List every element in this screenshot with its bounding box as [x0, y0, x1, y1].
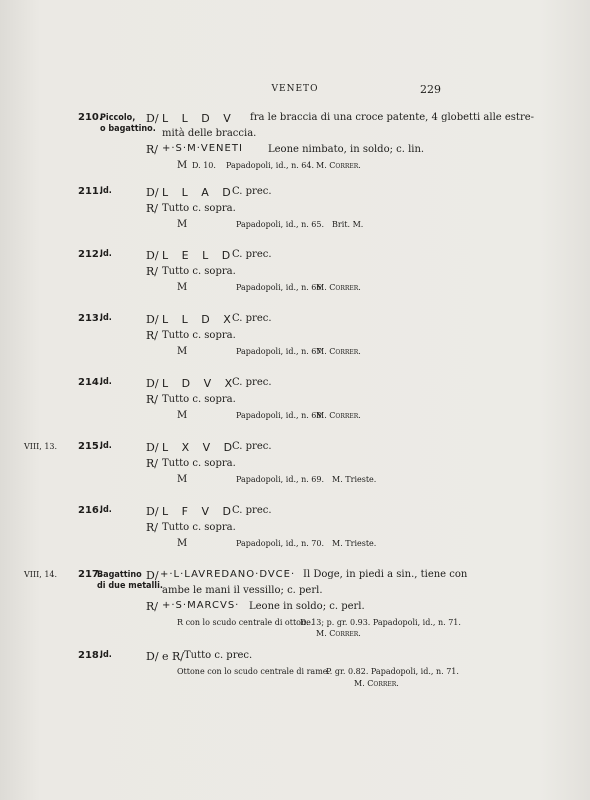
plate-reference: VIII, 13.	[24, 442, 58, 451]
reverse-mark: R/	[146, 393, 158, 406]
denomination: Id.	[100, 313, 112, 323]
obverse-description: C. prec.	[232, 249, 272, 260]
reverse-description: Tutto c. sopra.	[162, 203, 236, 214]
reference: Papadopoli, id., n. 65.	[236, 220, 325, 229]
collection: M. Trieste.	[332, 475, 377, 484]
obverse-description: C. prec.	[232, 441, 272, 452]
obverse-legend: L D V X	[162, 377, 238, 390]
denomination: Bagattino di due metalli.	[97, 570, 163, 591]
reference: P. gr. 0.82. Papadopoli, id., n. 71.	[326, 667, 459, 676]
entry-number: 218.	[78, 650, 103, 661]
obverse-legend: L X V D	[162, 441, 238, 454]
metal: M	[177, 346, 188, 357]
reverse-description: Leone in soldo; c. perl.	[249, 601, 365, 612]
entry-number: 213.	[78, 313, 103, 324]
reverse-mark: R/	[146, 521, 158, 534]
reference: D. 13; p. gr. 0.93. Papadopoli, id., n. 71.	[300, 618, 461, 627]
reverse-legend: +·S·M·VENETI	[162, 143, 243, 154]
metal: M	[177, 160, 188, 171]
denomination: Id.	[100, 441, 112, 451]
reference: Papadopoli, id., n. 66.	[236, 283, 325, 292]
denomination: Id.	[100, 186, 112, 196]
reference: Papadopoli, id., n. 68.	[236, 411, 325, 420]
entry-number: 217.	[78, 569, 103, 580]
obverse-description: C. prec.	[232, 313, 272, 324]
reference: Papadopoli, id., n. 70.	[236, 539, 325, 548]
page-number: 229	[420, 83, 441, 96]
collection: M. Correr.	[316, 629, 361, 638]
running-title: VENETO	[271, 84, 319, 94]
entry-number: 210.	[78, 112, 103, 123]
metal: M	[177, 474, 188, 485]
reverse-description: Tutto c. sopra.	[162, 522, 236, 533]
obverse-mark: D/	[146, 505, 159, 518]
reference: Papadopoli, id., n. 64.	[226, 161, 315, 170]
denomination: Piccolo, o bagattino.	[100, 113, 156, 134]
reverse-mark: R/	[146, 457, 158, 470]
entry-number: 211.	[78, 186, 103, 197]
reference: Papadopoli, id., n. 69.	[236, 475, 325, 484]
collection: M. Trieste.	[332, 539, 377, 548]
obverse-description: C. prec.	[232, 377, 272, 388]
obverse-legend: L L D V	[162, 112, 236, 125]
collection: M. Correr.	[354, 679, 399, 688]
reverse-description: Leone nimbato, in soldo; c. lin.	[268, 144, 425, 155]
obverse-description-cont: mità delle braccia.	[162, 128, 257, 139]
obverse-description: fra le braccia di una croce patente, 4 globetti alle estre-	[250, 112, 535, 123]
obverse-legend: L F V D	[162, 505, 236, 518]
metal-note: R con lo scudo centrale di ottone.	[177, 618, 314, 627]
obverse-legend: L E L D	[162, 249, 236, 262]
metal: M	[177, 282, 188, 293]
collection: M. Correr.	[316, 411, 361, 420]
reverse-mark: R/	[146, 265, 158, 278]
reverse-mark: R/	[146, 202, 158, 215]
reverse-mark: R/	[146, 143, 158, 156]
collection: M. Correr.	[316, 347, 361, 356]
obverse-mark: D/	[146, 569, 159, 582]
entry-number: 216.	[78, 505, 103, 516]
reverse-legend: +·S·MARCVS·	[162, 600, 240, 611]
denomination: Id.	[100, 505, 112, 515]
entry-number: 212.	[78, 249, 103, 260]
reference: Papadopoli, id., n. 67.	[236, 347, 325, 356]
reverse-mark: R/	[146, 329, 158, 342]
obverse-mark: D/	[146, 441, 159, 454]
diameter: D. 10.	[192, 161, 216, 170]
obverse-legend: L L A D	[162, 186, 236, 199]
reverse-description: Tutto c. sopra.	[162, 266, 236, 277]
obverse-description: C. prec.	[232, 186, 272, 197]
entry-number: 214.	[78, 377, 103, 388]
obverse-description: C. prec.	[232, 505, 272, 516]
metal: M	[177, 410, 188, 421]
plate-reference: VIII, 14.	[24, 570, 58, 579]
collection: Brit. M.	[332, 220, 364, 229]
obverse-reverse-mark: D/ e R/	[146, 650, 185, 663]
denomination: Id.	[100, 650, 112, 660]
obverse-legend: +·L·LAVREDANO·DVCE·	[160, 569, 296, 580]
obverse-mark: D/	[146, 249, 159, 262]
obverse-description: Il Doge, in piedi a sin., tiene con	[303, 569, 468, 580]
obverse-mark: D/	[146, 313, 159, 326]
collection: M. Correr.	[316, 283, 361, 292]
description: Tutto c. prec.	[184, 650, 253, 661]
reverse-description: Tutto c. sopra.	[162, 330, 236, 341]
denomination: Id.	[100, 377, 112, 387]
reverse-description: Tutto c. sopra.	[162, 458, 236, 469]
obverse-mark: D/	[146, 377, 159, 390]
reverse-mark: R/	[146, 600, 158, 613]
collection: M. Correr.	[316, 161, 361, 170]
denomination: Id.	[100, 249, 112, 259]
metal-note: Ottone con lo scudo centrale di rame.	[177, 667, 331, 676]
reverse-description: Tutto c. sopra.	[162, 394, 236, 405]
entry-number: 215.	[78, 441, 103, 452]
obverse-legend: L L D X	[162, 313, 236, 326]
metal: M	[177, 538, 188, 549]
metal: M	[177, 219, 188, 230]
obverse-mark: D/	[146, 112, 159, 125]
obverse-description-cont: ambe le mani il vessillo; c. perl.	[162, 585, 323, 596]
obverse-mark: D/	[146, 186, 159, 199]
